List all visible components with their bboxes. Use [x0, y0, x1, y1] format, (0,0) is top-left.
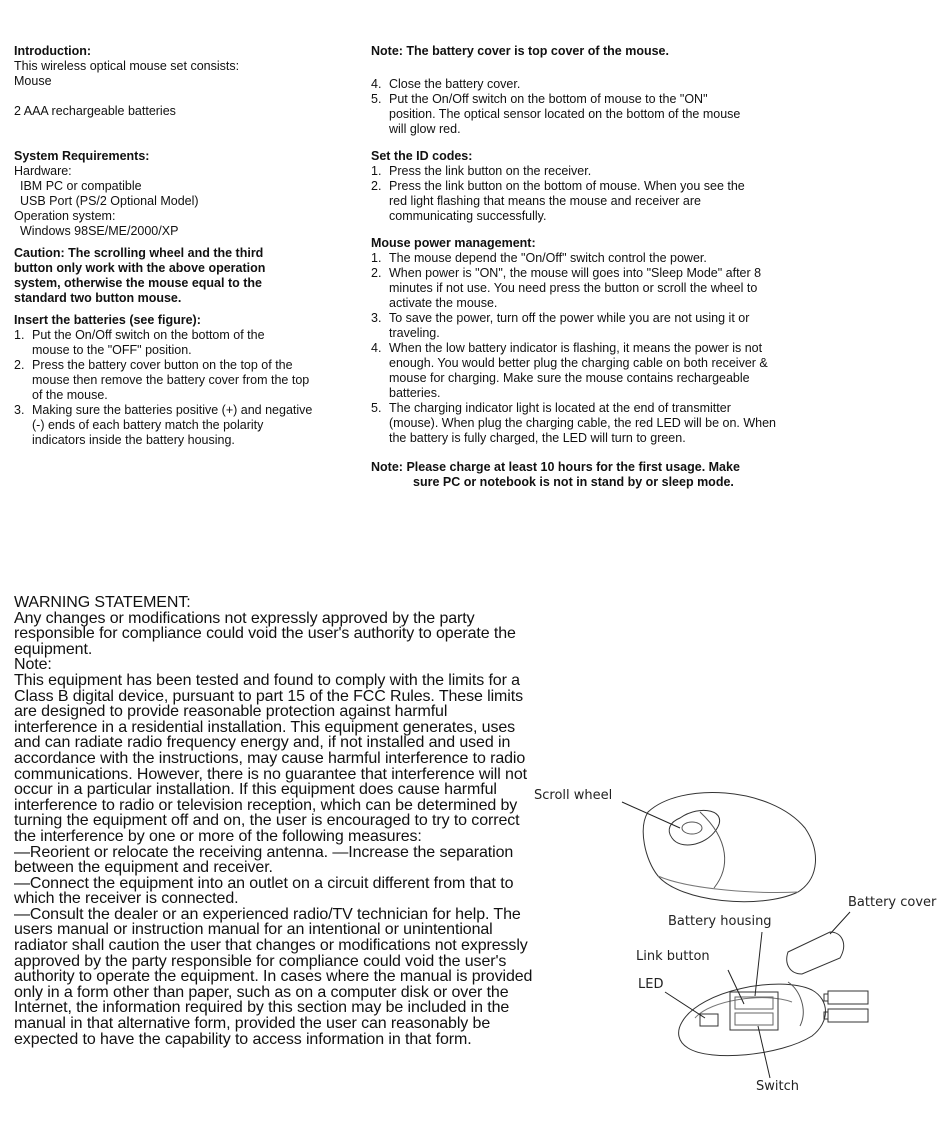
warning-measure: —Connect the equipment into an outlet on a circuit different from that to which the receiver is connected.	[14, 874, 514, 908]
mouse-bottom-view	[679, 984, 826, 1055]
step-text: Making sure the batteries positive (+) and negative (-) ends of each battery match the polarity indicators inside the battery housing.	[32, 403, 313, 447]
led-label: LED	[638, 977, 664, 992]
list-item	[14, 358, 312, 403]
list-item	[371, 401, 776, 446]
list-item	[14, 403, 317, 448]
step-text: Put the On/Off switch on the bottom of mouse to the "ON" position. The optical sensor located on the bottom of the mouse will glow red.	[389, 92, 741, 136]
step-number: 1.	[371, 164, 382, 178]
charging-note-line: Please charge at least 10 hours for the first usage. Make	[406, 460, 740, 474]
battery-cover	[787, 932, 844, 974]
list-item	[371, 77, 741, 92]
warning-measure: —Reorient or relocate the receiving antenna. —Increase the separation between the equipment and receiver.	[14, 843, 514, 877]
set-id-codes-heading: Set the ID codes:	[371, 149, 473, 163]
list-item	[371, 341, 776, 401]
warning-statement	[14, 595, 534, 1047]
system-requirements-section	[14, 149, 354, 239]
os-label: Operation system:	[14, 209, 116, 223]
charging-note	[371, 460, 791, 490]
step-number: 1.	[371, 251, 382, 265]
list-item	[371, 179, 761, 224]
step-text: When power is "ON", the mouse will goes into "Sleep Mode" after 8 minutes if not use. You need press the button or scroll the wheel to activate the mouse.	[389, 266, 762, 310]
link-button-label: Link button	[636, 949, 710, 964]
step-number: 3.	[14, 403, 25, 417]
system-requirements-heading: System Requirements:	[14, 149, 150, 163]
list-item	[371, 266, 776, 311]
power-management-section	[371, 236, 791, 446]
warning-title: WARNING STATEMENT:	[14, 594, 191, 611]
introduction-line: Mouse	[14, 74, 52, 88]
warning-measure: —Consult the dealer or an experienced radio/TV technician for help. The users manual or instruction manual for an intentional or unintentional radiator shall caution the user that changes or modifications not expressly approved by the party responsible for compliance could void the user's authority to operate the equipment. In cases where the manual is provided only in a form other than paper, such as on a computer disk or over the Internet, the information required by this section may be included in the manual in that alternative form, provided the user can reasonably be expected to have the capability to access information in that form.	[14, 905, 533, 1048]
hardware-item: USB Port (PS/2 Optional Model)	[20, 194, 199, 208]
mouse-top-view	[643, 792, 815, 901]
battery-cover-note: Note: The battery cover is top cover of the mouse.	[371, 44, 669, 58]
step-text: Put the On/Off switch on the bottom of the mouse to the "OFF" position.	[32, 328, 265, 357]
list-item	[371, 251, 776, 266]
step-text: When the low battery indicator is flashing, it means the power is not enough. You would better plug the charging cable on both receiver & mouse for charging. Make sure the mouse contains rechargeable batteries.	[389, 341, 768, 400]
mouse-figure	[530, 700, 945, 1120]
step-number: 2.	[14, 358, 25, 372]
step-number: 5.	[371, 92, 382, 106]
mouse-diagram	[530, 700, 945, 1120]
step-number: 2.	[371, 179, 382, 193]
list-item	[371, 311, 776, 341]
charging-note-line: sure PC or notebook is not in stand by or sleep mode.	[413, 475, 734, 489]
step-number: 3.	[371, 311, 382, 325]
insert-batteries-heading: Insert the batteries (see figure):	[14, 313, 201, 327]
introduction-section	[14, 44, 354, 119]
step-text: The mouse depend the "On/Off" switch control the power.	[389, 251, 707, 265]
list-item	[371, 92, 741, 137]
warning-paragraph: This equipment has been tested and found to comply with the limits for a Class B digital device, pursuant to part 15 of the FCC Rules. These limits are designed to provide reasonable protection against harmful interference in a residential installation. This equipment generates, uses and can radiate radio frequency energy and, if not installed and used in accordance with the instructions, may cause harmful interference to radio communications. However, there is no guarantee that interference will not occur in a particular installation. If this equipment does cause harmful interference to radio or television reception, which can be determined by turning the equipment off and on, the user is encouraged to try to correct the interference by one or more of the following measures:	[14, 671, 527, 845]
led	[700, 1014, 718, 1026]
battery-housing-label: Battery housing	[668, 914, 772, 929]
hardware-label: Hardware:	[14, 164, 72, 178]
step-number: 4.	[371, 341, 382, 355]
right-column	[371, 44, 791, 490]
introduction-batteries: 2 AAA rechargeable batteries	[14, 104, 176, 118]
step-text: Press the link button on the bottom of mouse. When you see the red light flashing that means the mouse and receiver are communicating successfully.	[389, 179, 745, 223]
step-number: 5.	[371, 401, 382, 415]
battery	[828, 991, 868, 1004]
step-text: Press the link button on the receiver.	[389, 164, 592, 178]
left-column	[14, 44, 354, 448]
step-text: Press the battery cover button on the top of the mouse then remove the battery cover from the top of the mouse.	[32, 358, 310, 402]
introduction-line: This wireless optical mouse set consists:	[14, 59, 240, 73]
step-number: 4.	[371, 77, 382, 91]
set-id-codes-section	[371, 149, 791, 224]
os-value: Windows 98SE/ME/2000/XP	[20, 224, 179, 238]
warning-note-label: Note:	[14, 656, 52, 674]
step-text: The charging indicator light is located at the end of transmitter (mouse). When plug the charging cable, the red LED will be on. When the battery is fully charged, the LED will turn to green.	[389, 401, 777, 445]
caution-paragraph: Caution: The scrolling wheel and the third button only work with the above operation system, otherwise the mouse equal to the standard two button mouse.	[14, 246, 266, 305]
warning-paragraph: Any changes or modifications not expressly approved by the party responsible for compliance could void the user's authority to operate the equipment.	[14, 609, 516, 658]
switch-label: Switch	[756, 1079, 799, 1094]
step-number: 1.	[14, 328, 25, 342]
introduction-heading: Introduction:	[14, 44, 92, 58]
hardware-item: IBM PC or compatible	[20, 179, 142, 193]
scroll-wheel	[669, 810, 719, 845]
insert-batteries-section	[14, 313, 354, 448]
charging-note-label: Note:	[371, 460, 403, 474]
step-text: To save the power, turn off the power while you are not using it or traveling.	[389, 311, 750, 340]
battery-cover-label: Battery cover	[848, 895, 937, 910]
battery	[828, 1009, 868, 1022]
power-management-heading: Mouse power management:	[371, 236, 536, 250]
step-text: Close the battery cover.	[389, 77, 521, 91]
list-item	[14, 328, 297, 358]
scroll-wheel-label: Scroll wheel	[534, 788, 613, 803]
step-number: 2.	[371, 266, 382, 280]
list-item	[371, 164, 761, 179]
